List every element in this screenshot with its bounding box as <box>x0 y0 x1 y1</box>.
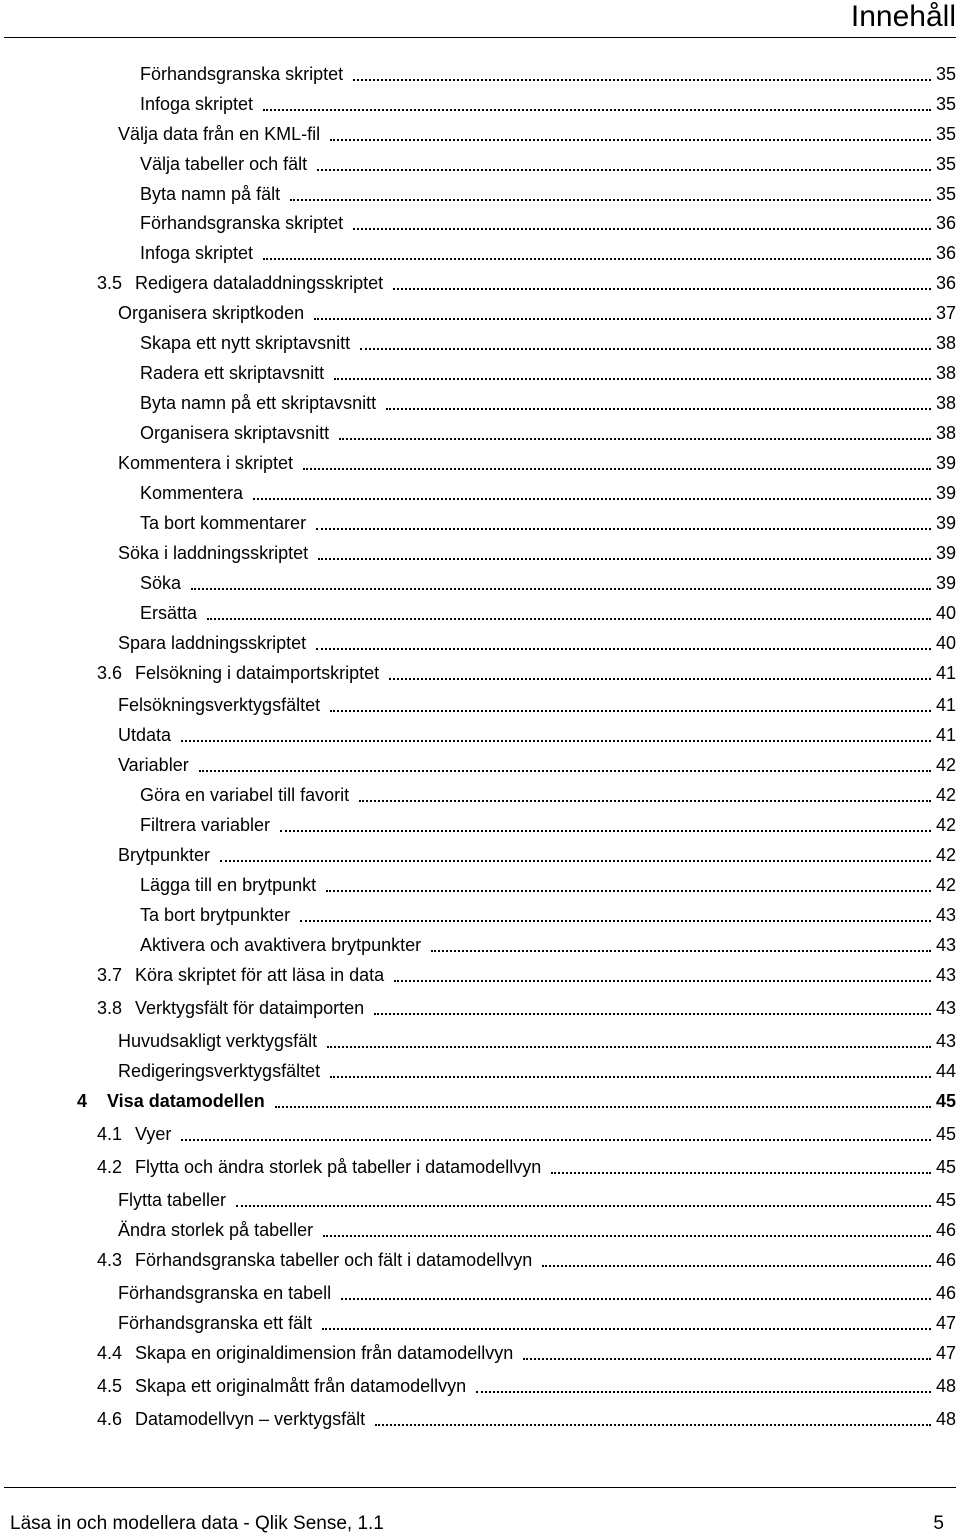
toc-entry[interactable] <box>140 508 956 534</box>
dot-leader <box>394 980 931 982</box>
dot-leader <box>334 378 931 380</box>
toc-entry-page: 35 <box>935 124 956 144</box>
toc-entry[interactable] <box>97 993 956 1019</box>
dot-leader <box>359 800 931 802</box>
toc-entry-number: 3.5 <box>97 273 123 293</box>
dot-leader <box>393 288 931 290</box>
toc-entry-label: Förhandsgranska skriptet <box>140 213 344 233</box>
toc-entry-page: 36 <box>935 273 956 293</box>
toc-entry-label: Byta namn på ett skriptavsnitt <box>140 393 377 413</box>
toc-entry-page: 43 <box>935 1031 956 1051</box>
toc-entry-number: 4.3 <box>97 1250 123 1270</box>
dot-leader <box>181 1139 931 1141</box>
toc-entry-page: 44 <box>935 1061 956 1081</box>
toc-entry-label: Infoga skriptet <box>140 94 254 114</box>
dot-leader <box>181 740 931 742</box>
toc-entry-number: 4.2 <box>97 1157 123 1177</box>
toc-entry[interactable] <box>118 119 956 145</box>
dot-leader <box>314 318 931 320</box>
toc-entry[interactable] <box>118 690 956 716</box>
toc-entry-label: Huvudsakligt verktygsfält <box>118 1031 318 1051</box>
toc-entry[interactable] <box>140 358 956 384</box>
dot-leader <box>431 950 931 952</box>
toc-entry-page: 42 <box>935 845 956 865</box>
toc-entry-label: Kommentera i skriptet <box>118 453 294 473</box>
toc-entry-page: 38 <box>935 333 956 353</box>
toc-entry-page: 46 <box>935 1220 956 1240</box>
toc-entry[interactable] <box>140 810 956 836</box>
toc-entry-page: 38 <box>935 363 956 383</box>
toc-entry-label: Ta bort brytpunkter <box>140 905 291 925</box>
toc-entry-page: 39 <box>935 543 956 563</box>
toc-entry-label: Organisera skriptavsnitt <box>140 423 330 443</box>
dot-leader <box>300 920 931 922</box>
toc-entry[interactable] <box>118 840 956 866</box>
dot-leader <box>303 468 931 470</box>
toc-entry-label: Visa datamodellen <box>107 1091 265 1111</box>
toc-entry-label: Ersätta <box>140 603 198 623</box>
toc-entry[interactable] <box>140 238 956 264</box>
toc-entry-label: Aktivera och avaktivera brytpunkter <box>140 935 422 955</box>
dot-leader <box>280 830 931 832</box>
toc-entry-label: Radera ett skriptavsnitt <box>140 363 325 383</box>
toc-entry-label: Göra en variabel till favorit <box>140 785 350 805</box>
toc-entry[interactable] <box>118 1026 956 1052</box>
dot-leader <box>191 588 931 590</box>
toc-entry[interactable] <box>118 1185 956 1211</box>
toc-entry-label: Köra skriptet för att läsa in data <box>135 965 385 985</box>
toc-entry-number: 4.1 <box>97 1124 123 1144</box>
toc-entry[interactable] <box>118 1278 956 1304</box>
toc-entry[interactable] <box>140 179 956 205</box>
toc-entry-page: 47 <box>935 1313 956 1333</box>
toc-entry[interactable] <box>118 298 956 324</box>
toc-entry[interactable] <box>118 448 956 474</box>
toc-entry-label: Variabler <box>118 755 189 775</box>
toc-entry[interactable] <box>97 1119 956 1145</box>
toc-entry[interactable] <box>97 1338 956 1364</box>
toc-entry-page: 41 <box>935 725 956 745</box>
toc-entry[interactable] <box>118 628 956 654</box>
toc-entry-label: Filtrera variabler <box>140 815 271 835</box>
dot-leader <box>523 1358 931 1360</box>
toc-entry-label: Välja data från en KML-fil <box>118 124 321 144</box>
toc-entry-page: 48 <box>935 1409 956 1429</box>
dot-leader <box>253 498 931 500</box>
dot-leader <box>322 1328 931 1330</box>
toc-entry-page: 40 <box>935 603 956 623</box>
toc-entry-label: Felsökningsverktygsfältet <box>118 695 321 715</box>
toc-entry-label: Välja tabeller och fält <box>140 154 308 174</box>
toc-entry-page: 48 <box>935 1376 956 1396</box>
toc-entry-label: Lägga till en brytpunkt <box>140 875 317 895</box>
toc-entry-label: Spara laddningsskriptet <box>118 633 307 653</box>
toc-entry-page: 42 <box>935 815 956 835</box>
toc-entry-label: Förhandsgranska tabeller och fält i datamodellvyn <box>135 1250 533 1270</box>
toc-entry[interactable] <box>97 658 956 684</box>
toc-entry-page: 38 <box>935 423 956 443</box>
toc-entry-label: Verktygsfält för dataimporten <box>135 998 365 1018</box>
toc-entry-page: 39 <box>935 453 956 473</box>
toc-entry[interactable] <box>140 388 956 414</box>
toc-entry-page: 39 <box>935 513 956 533</box>
toc-entry-page: 36 <box>935 213 956 233</box>
toc-entry[interactable] <box>118 538 956 564</box>
dot-leader <box>327 1046 931 1048</box>
dot-leader <box>317 169 931 171</box>
dot-leader <box>330 139 931 141</box>
dot-leader <box>330 1076 931 1078</box>
dot-leader <box>326 890 931 892</box>
toc-entry[interactable] <box>140 418 956 444</box>
dot-leader <box>360 348 931 350</box>
dot-leader <box>275 1106 931 1108</box>
toc-entry-label: Förhandsgranska en tabell <box>118 1283 332 1303</box>
toc-entry-number: 3.7 <box>97 965 123 985</box>
dot-leader <box>316 648 931 650</box>
toc-entry-label: Skapa en originaldimension från datamodellvyn <box>135 1343 514 1363</box>
toc-entry[interactable] <box>140 149 956 175</box>
dot-leader <box>353 79 931 81</box>
toc-entry-label: Söka <box>140 573 182 593</box>
toc-entry-label: Byta namn på fält <box>140 184 281 204</box>
toc-entry-page: 35 <box>935 154 956 174</box>
toc-entry-page: 45 <box>935 1190 956 1210</box>
toc-entry[interactable] <box>118 1308 956 1334</box>
toc-entry-label: Felsökning i dataimportskriptet <box>135 663 380 683</box>
toc-entry-page: 41 <box>935 695 956 715</box>
toc-entry-page: 42 <box>935 875 956 895</box>
toc-entry-page: 36 <box>935 243 956 263</box>
dot-leader <box>318 558 931 560</box>
toc-entry-label: Utdata <box>118 725 172 745</box>
toc-entry[interactable] <box>140 568 956 594</box>
toc-entry-page: 47 <box>935 1343 956 1363</box>
toc-entry-label: Ta bort kommentarer <box>140 513 307 533</box>
toc-entry[interactable] <box>97 1404 956 1430</box>
dot-leader <box>199 770 931 772</box>
toc-entry-number: 3.6 <box>97 663 123 683</box>
toc-entry-number: 4.4 <box>97 1343 123 1363</box>
toc-entry-page: 35 <box>935 184 956 204</box>
toc-entry-page: 46 <box>935 1283 956 1303</box>
toc-entry-number: 4 <box>77 1091 88 1111</box>
dot-leader <box>207 618 931 620</box>
toc-entry[interactable] <box>118 750 956 776</box>
toc-entry-label: Infoga skriptet <box>140 243 254 263</box>
toc-entry-label: Skapa ett nytt skriptavsnitt <box>140 333 351 353</box>
toc-entry-page: 42 <box>935 755 956 775</box>
toc-entry[interactable] <box>97 960 956 986</box>
toc-entry-page: 45 <box>935 1157 956 1177</box>
toc-entry-page: 43 <box>935 905 956 925</box>
toc-entry[interactable] <box>97 1371 956 1397</box>
toc-entry[interactable] <box>140 89 956 115</box>
dot-leader <box>339 438 931 440</box>
toc-entry-label: Vyer <box>135 1124 172 1144</box>
dot-leader <box>374 1013 931 1015</box>
footer-document-title: Läsa in och modellera data - Qlik Sense, 1.1 <box>10 1513 384 1534</box>
toc-entry-label: Skapa ett originalmått från datamodellvyn <box>135 1376 467 1396</box>
toc-entry-page: 38 <box>935 393 956 413</box>
toc-entry-page: 46 <box>935 1250 956 1270</box>
toc-entry[interactable] <box>97 268 956 294</box>
footer-divider <box>4 1487 956 1488</box>
dot-leader <box>236 1205 931 1207</box>
dot-leader <box>389 678 931 680</box>
toc-entry-page: 45 <box>935 1124 956 1144</box>
toc-entry[interactable] <box>77 1086 956 1112</box>
toc-entry-page: 39 <box>935 573 956 593</box>
toc-entry-label: Ändra storlek på tabeller <box>118 1220 314 1240</box>
toc-entry-label: Redigeringsverktygsfältet <box>118 1061 321 1081</box>
toc-entry[interactable] <box>118 1215 956 1241</box>
toc-entry-label: Kommentera <box>140 483 244 503</box>
dot-leader <box>290 199 931 201</box>
toc-entry-page: 40 <box>935 633 956 653</box>
toc-entry[interactable] <box>140 598 956 624</box>
toc-entry[interactable] <box>140 780 956 806</box>
toc-entry-page: 39 <box>935 483 956 503</box>
toc-entry[interactable] <box>140 900 956 926</box>
dot-leader <box>316 528 931 530</box>
toc-entry[interactable] <box>118 1056 956 1082</box>
dot-leader <box>542 1265 931 1267</box>
toc-entry[interactable] <box>97 1245 956 1271</box>
toc-entry-number: 4.5 <box>97 1376 123 1396</box>
toc-entry[interactable] <box>140 59 956 85</box>
toc-entry[interactable] <box>140 870 956 896</box>
toc-entry-label: Flytta tabeller <box>118 1190 227 1210</box>
toc-entry-page: 45 <box>935 1091 956 1111</box>
dot-leader <box>551 1172 931 1174</box>
toc-entry[interactable] <box>140 328 956 354</box>
dot-leader <box>323 1235 931 1237</box>
toc-entry-label: Redigera dataladdningsskriptet <box>135 273 384 293</box>
toc-entry-label: Söka i laddningsskriptet <box>118 543 309 563</box>
dot-leader <box>476 1391 931 1393</box>
dot-leader <box>341 1298 931 1300</box>
toc-entry-page: 43 <box>935 998 956 1018</box>
page-title: Innehåll <box>850 0 956 33</box>
dot-leader <box>220 860 931 862</box>
footer-page-number: 5 <box>933 1513 944 1534</box>
toc-entry-label: Datamodellvyn – verktygsfält <box>135 1409 366 1429</box>
toc-entry-page: 35 <box>935 64 956 84</box>
dot-leader <box>263 258 931 260</box>
toc-entry-page: 43 <box>935 965 956 985</box>
toc-entry-page: 35 <box>935 94 956 114</box>
dot-leader <box>386 408 931 410</box>
toc-entry[interactable] <box>118 720 956 746</box>
dot-leader <box>375 1424 931 1426</box>
toc-entry-number: 4.6 <box>97 1409 123 1429</box>
toc-entry-number: 3.8 <box>97 998 123 1018</box>
toc-entry-page: 42 <box>935 785 956 805</box>
toc-entry-label: Organisera skriptkoden <box>118 303 305 323</box>
toc-entry-label: Flytta och ändra storlek på tabeller i datamodellvyn <box>135 1157 542 1177</box>
toc-entry[interactable] <box>140 478 956 504</box>
dot-leader <box>353 228 931 230</box>
dot-leader <box>263 109 931 111</box>
dot-leader <box>330 710 931 712</box>
toc-entry-label: Brytpunkter <box>118 845 211 865</box>
toc-entry-label: Förhandsgranska ett fält <box>118 1313 313 1333</box>
toc-entry-label: Förhandsgranska skriptet <box>140 64 344 84</box>
toc-entry-page: 43 <box>935 935 956 955</box>
toc-entry[interactable] <box>140 930 956 956</box>
toc-entry-page: 41 <box>935 663 956 683</box>
toc-entry[interactable] <box>140 208 956 234</box>
toc-entry[interactable] <box>97 1152 956 1178</box>
toc-entry-page: 37 <box>935 303 956 323</box>
